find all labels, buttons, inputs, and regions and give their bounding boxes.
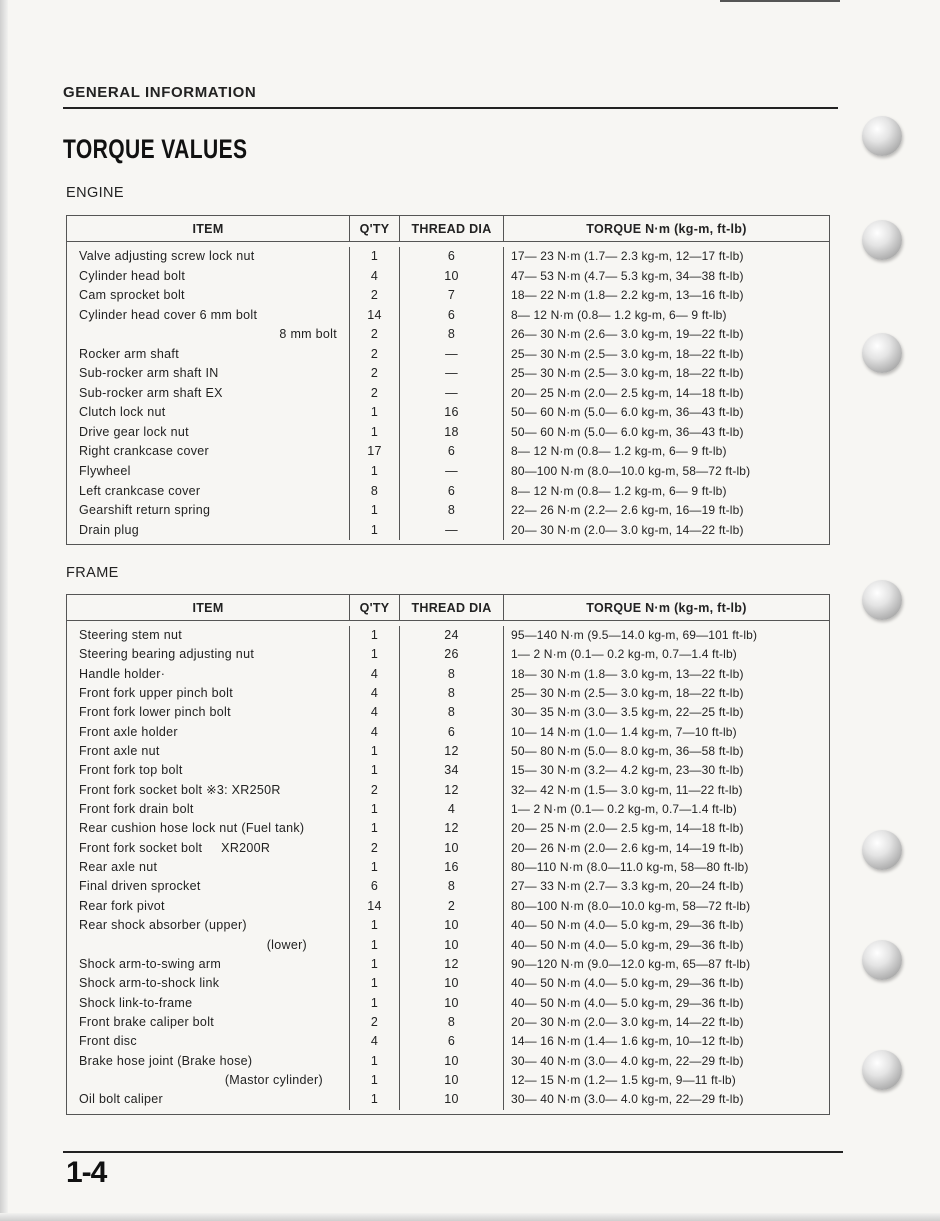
cell-torque: 8— 12 N·m (0.8— 1.2 kg-m, 6— 9 ft-lb): [511, 444, 727, 459]
cell-thread: 24: [444, 628, 459, 642]
cell-torque: 27— 33 N·m (2.7— 3.3 kg-m, 20—24 ft-lb): [511, 879, 744, 894]
cell-torque: 20— 30 N·m (2.0— 3.0 kg-m, 14—22 ft-lb): [511, 522, 744, 537]
cell-item: Front fork socket bolt XR200R: [79, 840, 271, 855]
cell-item: Front axle holder: [79, 724, 178, 739]
cell-item: Front fork upper pinch bolt: [79, 686, 234, 701]
cell-thread: 6: [447, 724, 456, 739]
cell-qty: 17: [367, 444, 382, 459]
cell-thread: 8: [447, 686, 456, 701]
cell-qty: 2: [370, 327, 379, 342]
cell-item: Right crankcase cover: [79, 444, 209, 459]
binder-hole: [862, 116, 902, 156]
cell-qty: 4: [370, 705, 379, 720]
cell-qty: 2: [370, 1014, 379, 1029]
cell-thread: —: [445, 464, 458, 479]
cell-torque: 12— 15 N·m (1.2— 1.5 kg-m, 9—11 ft-lb): [511, 1072, 736, 1087]
cell-torque: 47— 53 N·m (4.7— 5.3 kg-m, 34—38 ft-lb): [511, 268, 744, 283]
cell-thread: 16: [444, 860, 459, 875]
cell-qty: 1: [370, 937, 379, 952]
column-header-qty: Q'TY: [350, 216, 400, 241]
column-header-torque: TORQUE N·m (kg-m, ft-lb): [586, 600, 747, 615]
cell-torque: 40— 50 N·m (4.0— 5.0 kg-m, 29—36 ft-lb): [511, 976, 744, 991]
cell-thread: —: [445, 366, 458, 381]
binder-hole: [862, 940, 902, 980]
cell-qty: 1: [370, 1053, 379, 1068]
cell-qty: 1: [370, 821, 379, 836]
binder-hole: [862, 333, 902, 373]
cell-item: Rear axle nut: [79, 860, 158, 875]
cell-item: Front axle nut: [79, 744, 160, 759]
table-body: [67, 621, 829, 1114]
cell-item: Left crankcase cover: [79, 483, 201, 498]
binder-hole: [862, 220, 902, 260]
cell-item: Flywheel: [79, 464, 131, 479]
table-body: [67, 242, 829, 544]
cell-qty: 1: [370, 995, 379, 1010]
cell-thread: 34: [444, 763, 459, 778]
cell-qty: 1: [370, 628, 379, 642]
cell-thread: 7: [447, 288, 456, 303]
cell-item: Drive gear lock nut: [79, 424, 189, 439]
cell-item: Steering bearing adjusting nut: [79, 647, 255, 662]
cell-item: 8 mm bolt: [279, 327, 337, 342]
cell-thread: 10: [444, 1072, 459, 1087]
column-item: [67, 247, 350, 540]
cell-thread: —: [445, 385, 458, 400]
page-left-edge: [0, 0, 8, 1221]
cell-thread: 10: [444, 1092, 459, 1107]
cell-torque: 30— 40 N·m (3.0— 4.0 kg-m, 22—29 ft-lb): [511, 1092, 744, 1107]
cell-thread: 10: [444, 840, 459, 855]
cell-item: Shock arm-to-swing arm: [79, 956, 222, 971]
cell-torque: 8— 12 N·m (0.8— 1.2 kg-m, 6— 9 ft-lb): [511, 307, 727, 322]
column-header-item: ITEM: [67, 595, 350, 620]
binder-hole: [862, 580, 902, 620]
cell-item: Gearshift return spring: [79, 503, 211, 518]
cell-torque: 50— 60 N·m (5.0— 6.0 kg-m, 36—43 ft-lb): [511, 424, 744, 439]
cell-qty: 4: [370, 1034, 379, 1049]
cell-qty: 2: [370, 288, 379, 303]
cell-qty: 2: [370, 840, 379, 855]
column-header-thread: THREAD DIA: [400, 595, 504, 620]
cell-qty: 1: [370, 1092, 379, 1107]
cell-qty: 8: [370, 483, 379, 498]
cell-item: Sub-rocker arm shaft IN: [79, 366, 219, 381]
cell-qty: 1: [370, 763, 379, 778]
cell-thread: 8: [447, 666, 456, 681]
cell-qty: 1: [370, 424, 379, 439]
page-title: TORQUE VALUES: [63, 134, 248, 164]
cell-item: Drain plug: [79, 522, 139, 537]
cell-torque: 20— 30 N·m (2.0— 3.0 kg-m, 14—22 ft-lb): [511, 1014, 744, 1029]
cell-item: Front fork socket bolt ※3: XR250R: [79, 782, 281, 797]
cell-qty: 6: [370, 879, 379, 894]
cell-thread: 10: [444, 918, 459, 933]
cell-item: Shock arm-to-shock link: [79, 976, 220, 991]
cell-torque: 25— 30 N·m (2.5— 3.0 kg-m, 18—22 ft-lb): [511, 686, 744, 701]
column-qty: [350, 247, 400, 540]
cell-item: Rocker arm shaft: [79, 346, 179, 361]
cell-torque: 50— 80 N·m (5.0— 8.0 kg-m, 36—58 ft-lb): [511, 744, 744, 759]
cell-torque: 26— 30 N·m (2.6— 3.0 kg-m, 19—22 ft-lb): [511, 327, 744, 342]
cell-qty: 1: [370, 249, 379, 263]
cell-qty: 14: [367, 307, 382, 322]
cell-qty: 1: [370, 647, 379, 662]
page-bottom-edge: [0, 1213, 940, 1221]
cell-thread: 26: [444, 647, 459, 662]
cell-torque: 8— 12 N·m (0.8— 1.2 kg-m, 6— 9 ft-lb): [511, 483, 727, 498]
cell-torque: 50— 60 N·m (5.0— 6.0 kg-m, 36—43 ft-lb): [511, 405, 744, 420]
column-torque: [504, 626, 829, 1110]
cell-qty: 4: [370, 724, 379, 739]
cell-thread: —: [445, 346, 458, 361]
cell-torque: 17— 23 N·m (1.7— 2.3 kg-m, 12—17 ft-lb): [511, 249, 744, 263]
cell-item: Steering stem nut: [79, 628, 183, 642]
cell-qty: 1: [370, 744, 379, 759]
cell-qty: 1: [370, 802, 379, 817]
column-header-thread: THREAD DIA: [400, 216, 504, 241]
cell-torque: 30— 40 N·m (3.0— 4.0 kg-m, 22—29 ft-lb): [511, 1053, 744, 1068]
cell-item: Rear cushion hose lock nut (Fuel tank): [79, 821, 305, 836]
cell-qty: 2: [370, 782, 379, 797]
cell-torque: 30— 35 N·m (3.0— 3.5 kg-m, 22—25 ft-lb): [511, 705, 744, 720]
cell-torque: 40— 50 N·m (4.0— 5.0 kg-m, 29—36 ft-lb): [511, 918, 744, 933]
cell-torque: 1— 2 N·m (0.1— 0.2 kg-m, 0.7—1.4 ft-lb): [511, 802, 737, 817]
cell-torque: 10— 14 N·m (1.0— 1.4 kg-m, 7—10 ft-lb): [511, 724, 737, 739]
cell-torque: 20— 26 N·m (2.0— 2.6 kg-m, 14—19 ft-lb): [511, 840, 744, 855]
cell-qty: 1: [370, 503, 379, 518]
column-thread: [400, 626, 504, 1110]
cell-item: Rear fork pivot: [79, 898, 165, 913]
cell-torque: 80—100 N·m (8.0—10.0 kg-m, 58—72 ft-lb): [511, 898, 751, 913]
section-header: GENERAL INFORMATION: [63, 84, 257, 101]
cell-thread: 6: [447, 1034, 456, 1049]
cell-item: Front fork top bolt: [79, 763, 183, 778]
cell-qty: 4: [370, 268, 379, 283]
cell-torque: 80—100 N·m (8.0—10.0 kg-m, 58—72 ft-lb): [511, 464, 751, 479]
cell-thread: 12: [444, 956, 459, 971]
cell-torque: 18— 30 N·m (1.8— 3.0 kg-m, 13—22 ft-lb): [511, 666, 744, 681]
cell-thread: 12: [444, 821, 459, 836]
cell-thread: 4: [447, 802, 456, 817]
cell-torque: 22— 26 N·m (2.2— 2.6 kg-m, 16—19 ft-lb): [511, 503, 744, 518]
cell-thread: 8: [447, 327, 456, 342]
cell-thread: 12: [444, 744, 459, 759]
cell-qty: 2: [370, 346, 379, 361]
cell-qty: 4: [370, 686, 379, 701]
cell-item: Cylinder head bolt: [79, 268, 186, 283]
cell-torque: 25— 30 N·m (2.5— 3.0 kg-m, 18—22 ft-lb): [511, 346, 744, 361]
cell-item: Rear shock absorber (upper): [79, 918, 247, 933]
top-edge-line: [720, 0, 840, 2]
cell-thread: 10: [444, 995, 459, 1010]
cell-item: Cam sprocket bolt: [79, 288, 185, 303]
binder-hole: [862, 830, 902, 870]
engine-section-label: ENGINE: [66, 185, 124, 201]
cell-item: Front fork drain bolt: [79, 802, 194, 817]
column-torque: [504, 247, 829, 540]
cell-thread: 10: [444, 1053, 459, 1068]
cell-thread: 18: [444, 424, 459, 439]
footer-rule: [63, 1151, 843, 1153]
cell-qty: 1: [370, 976, 379, 991]
cell-qty: 4: [370, 666, 379, 681]
cell-torque: 18— 22 N·m (1.8— 2.2 kg-m, 13—16 ft-lb): [511, 288, 744, 303]
cell-torque: 1— 2 N·m (0.1— 0.2 kg-m, 0.7—1.4 ft-lb): [511, 647, 737, 662]
cell-torque: 80—110 N·m (8.0—11.0 kg-m, 58—80 ft-lb): [511, 860, 749, 875]
cell-item: Handle holder·: [79, 666, 166, 681]
cell-thread: 12: [444, 782, 459, 797]
cell-item: Sub-rocker arm shaft EX: [79, 385, 223, 400]
cell-torque: 32— 42 N·m (1.5— 3.0 kg-m, 11—22 ft-lb): [511, 782, 743, 797]
cell-qty: 1: [370, 918, 379, 933]
cell-thread: 10: [444, 268, 459, 283]
cell-item: Front brake caliper bolt: [79, 1014, 215, 1029]
cell-torque: 14— 16 N·m (1.4— 1.6 kg-m, 10—12 ft-lb): [511, 1034, 744, 1049]
column-header-torque: TORQUE N·m (kg-m, ft-lb): [586, 221, 747, 236]
cell-thread: 10: [444, 976, 459, 991]
cell-thread: 6: [447, 307, 456, 322]
cell-thread: 2: [447, 898, 456, 913]
column-qty: [350, 626, 400, 1110]
cell-qty: 1: [370, 464, 379, 479]
cell-thread: 6: [447, 444, 456, 459]
cell-torque: 15— 30 N·m (3.2— 4.2 kg-m, 23—30 ft-lb): [511, 763, 744, 778]
cell-item: Final driven sprocket: [79, 879, 201, 894]
binder-hole: [862, 1050, 902, 1090]
cell-item: (Mastor cylinder): [224, 1072, 323, 1087]
cell-torque: 25— 30 N·m (2.5— 3.0 kg-m, 18—22 ft-lb): [511, 366, 744, 381]
cell-item: Oil bolt caliper: [79, 1092, 163, 1107]
table-header: [67, 595, 829, 621]
cell-qty: 1: [370, 956, 379, 971]
cell-item: (lower): [266, 937, 307, 952]
cell-torque: 20— 25 N·m (2.0— 2.5 kg-m, 14—18 ft-lb): [511, 821, 744, 836]
cell-item: Shock link-to-frame: [79, 995, 193, 1010]
cell-item: Front fork lower pinch bolt: [79, 705, 231, 720]
cell-torque: 95—140 N·m (9.5—14.0 kg-m, 69—101 ft-lb): [511, 628, 758, 642]
cell-torque: 20— 25 N·m (2.0— 2.5 kg-m, 14—18 ft-lb): [511, 385, 744, 400]
frame-section-label: FRAME: [66, 565, 119, 581]
cell-item: Cylinder head cover 6 mm bolt: [79, 307, 258, 322]
cell-thread: —: [445, 522, 458, 537]
page-number: 1-4: [66, 1156, 107, 1189]
table-header: [67, 216, 829, 242]
cell-item: Clutch lock nut: [79, 405, 166, 420]
cell-torque: 90—120 N·m (9.0—12.0 kg-m, 65—87 ft-lb): [511, 956, 751, 971]
cell-qty: 1: [370, 1072, 379, 1087]
cell-item: Valve adjusting screw lock nut: [79, 249, 255, 263]
cell-thread: 8: [447, 503, 456, 518]
cell-thread: 8: [447, 879, 456, 894]
cell-qty: 14: [367, 898, 382, 913]
cell-item: Front disc: [79, 1034, 137, 1049]
cell-thread: 16: [444, 405, 459, 420]
cell-torque: 40— 50 N·m (4.0— 5.0 kg-m, 29—36 ft-lb): [511, 995, 744, 1010]
cell-thread: 6: [447, 483, 456, 498]
cell-torque: 40— 50 N·m (4.0— 5.0 kg-m, 29—36 ft-lb): [511, 937, 744, 952]
cell-qty: 2: [370, 385, 379, 400]
frame-torque-table: [66, 594, 830, 1115]
header-rule: [63, 107, 838, 109]
cell-qty: 1: [370, 405, 379, 420]
engine-torque-table: [66, 215, 830, 545]
cell-thread: 10: [444, 937, 459, 952]
cell-thread: 8: [447, 1014, 456, 1029]
cell-qty: 2: [370, 366, 379, 381]
cell-qty: 1: [370, 860, 379, 875]
cell-qty: 1: [370, 522, 379, 537]
cell-thread: 6: [447, 249, 456, 263]
cell-item: Brake hose joint (Brake hose): [79, 1053, 253, 1068]
column-thread: [400, 247, 504, 540]
column-item: [67, 626, 350, 1110]
column-header-qty: Q'TY: [350, 595, 400, 620]
column-header-item: ITEM: [67, 216, 350, 241]
cell-thread: 8: [447, 705, 456, 720]
